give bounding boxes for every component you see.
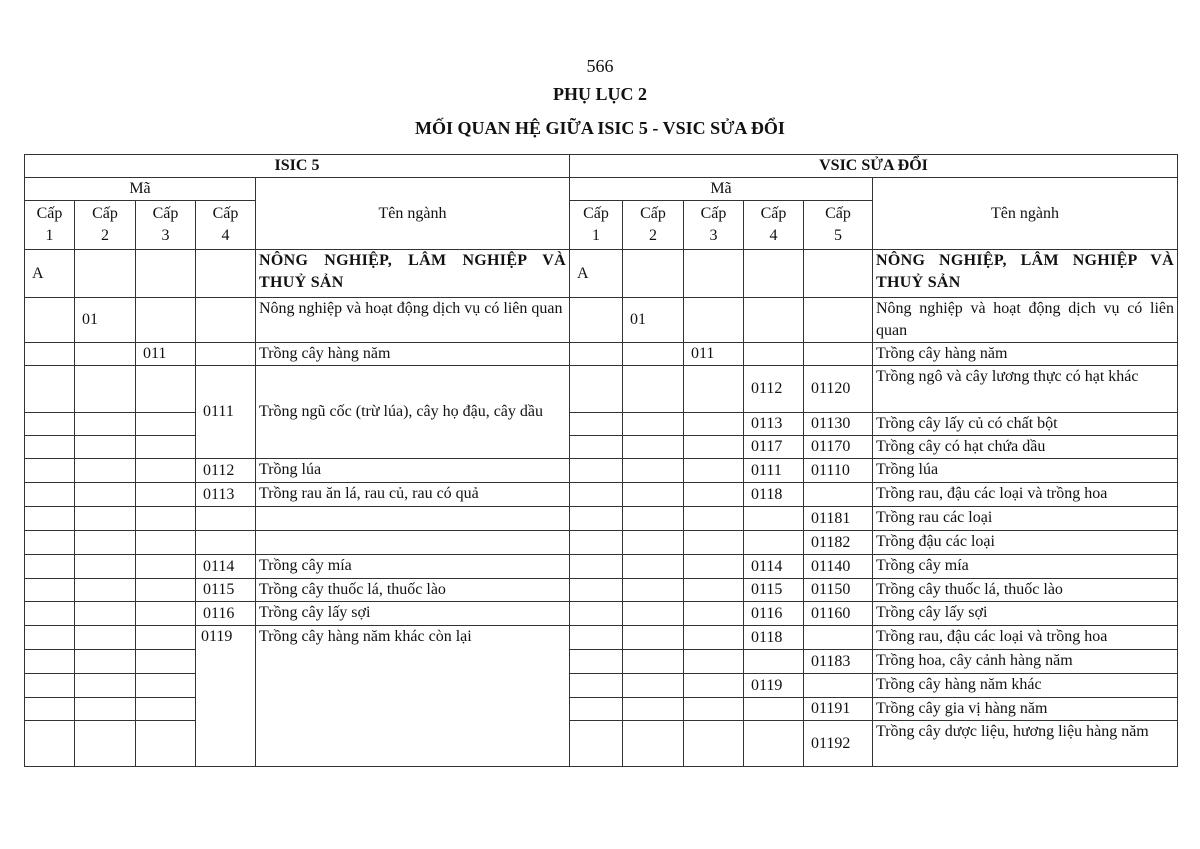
vsic-level3-cell xyxy=(683,697,744,721)
isic-industry-name-text: Trồng lúa xyxy=(259,461,322,478)
isic-level1-cell xyxy=(24,342,75,366)
vsic-level5-cell xyxy=(803,649,873,674)
isic-level3-cell xyxy=(135,697,196,721)
vsic-level5-cell-text: 01110 xyxy=(811,461,850,479)
vsic-level5-cell xyxy=(803,697,873,721)
isic-level3-cell xyxy=(135,649,196,674)
vsic-level-header-4 xyxy=(743,200,804,250)
isic-level4-cell xyxy=(195,554,256,579)
vsic-level3-cell xyxy=(683,673,744,698)
vsic-industry-name xyxy=(872,297,1178,343)
vsic-level5-cell-text: 01150 xyxy=(811,581,851,598)
vsic-level5-cell-text: 01120 xyxy=(811,380,851,397)
vsic-level3-cell xyxy=(683,506,744,531)
vsic-level3-cell xyxy=(683,435,744,459)
isic-level2-cell xyxy=(74,458,136,483)
vsic-level4-cell-text: 0116 xyxy=(751,604,783,622)
vsic-level4-cell xyxy=(743,720,804,767)
vsic-industry-name-text: Trồng ngô và cây lương thực có hạt khác xyxy=(876,368,1139,385)
isic-level1-cell xyxy=(24,625,75,650)
vsic-industry-name-text: Trồng hoa, cây cảnh hàng năm xyxy=(876,652,1073,669)
vsic-industry-name xyxy=(872,435,1178,459)
vsic-level5-cell xyxy=(803,625,873,650)
vsic-name-header xyxy=(872,177,1178,250)
vsic-industry-name-text: Trồng rau các loại xyxy=(876,509,993,526)
isic-level2-cell xyxy=(74,249,136,298)
isic-industry-name xyxy=(255,601,570,626)
vsic-level2-cell xyxy=(622,297,684,343)
vsic-level2-cell xyxy=(622,342,684,366)
vsic-level-number: 4 xyxy=(769,227,778,244)
vsic-industry-name xyxy=(872,506,1178,531)
vsic-level-word: Cấp xyxy=(583,205,609,222)
vsic-industry-name-text: Trồng cây có hạt chứa dầu xyxy=(876,438,1046,455)
vsic-level-word: Cấp xyxy=(760,205,787,222)
isic-industry-name xyxy=(255,578,570,602)
isic-level3-cell xyxy=(135,673,196,698)
document-title: MỐI QUAN HỆ GIỮA ISIC 5 - VSIC SỬA ĐỔI xyxy=(415,118,785,138)
vsic-level4-cell xyxy=(743,458,804,483)
vsic-level3-cell xyxy=(683,297,744,343)
isic-industry-name xyxy=(255,342,570,366)
vsic-name-header-text: Tên ngành xyxy=(991,204,1059,222)
vsic-level1-cell xyxy=(569,601,623,626)
isic-industry-name xyxy=(255,506,570,531)
vsic-level4-cell xyxy=(743,482,804,507)
vsic-level4-cell xyxy=(743,365,804,413)
isic-level2-cell xyxy=(74,342,136,366)
vsic-level5-cell-text: 01191 xyxy=(811,700,851,717)
isic-industry-name xyxy=(255,554,570,579)
vsic-level5-cell xyxy=(803,342,873,366)
isic-level3-cell xyxy=(135,578,196,602)
vsic-level4-cell xyxy=(743,697,804,721)
isic-level1-cell xyxy=(24,482,75,507)
vsic-industry-name-text: Trồng lúa xyxy=(876,461,939,478)
isic-industry-name xyxy=(255,625,570,767)
vsic-industry-name xyxy=(872,554,1178,579)
isic-level2-cell xyxy=(74,601,136,626)
isic-level-word: Cấp xyxy=(212,205,239,222)
isic-level-header-1 xyxy=(24,200,75,250)
isic-level-word: Cấp xyxy=(152,205,179,222)
vsic-industry-name xyxy=(872,625,1178,650)
isic-level3-cell xyxy=(135,720,196,767)
vsic-level2-cell xyxy=(622,554,684,579)
isic-level3-cell xyxy=(135,530,196,555)
vsic-level5-cell xyxy=(803,365,873,413)
vsic-level1-cell xyxy=(569,482,623,507)
vsic-level-header-2 xyxy=(622,200,684,250)
isic-level4-cell xyxy=(195,530,256,555)
vsic-level5-cell-text: 01192 xyxy=(811,734,851,752)
isic-level2-cell xyxy=(74,625,136,650)
isic-level1-cell xyxy=(24,649,75,674)
vsic-industry-name xyxy=(872,530,1178,555)
vsic-industry-name-text: Nông nghiệp và hoạt động dịch vụ có liên quan xyxy=(876,300,1174,339)
isic-level1-cell xyxy=(24,673,75,698)
vsic-level5-cell xyxy=(803,720,873,767)
isic-level3-cell xyxy=(135,601,196,626)
vsic-level2-cell xyxy=(622,578,684,602)
vsic-level2-cell xyxy=(622,720,684,767)
isic-level3-cell xyxy=(135,458,196,483)
isic-industry-name-text: Trồng rau ăn lá, rau củ, rau có quả xyxy=(259,485,479,502)
isic-industry-name xyxy=(255,297,570,343)
vsic-level3-cell xyxy=(683,530,744,555)
isic-level4-cell xyxy=(195,297,256,343)
vsic-level3-cell xyxy=(683,249,744,298)
isic-industry-name-text: NÔNG NGHIỆP, LÂM NGHIỆP VÀ THUỶ SẢN xyxy=(259,252,566,291)
isic-group-header xyxy=(24,154,570,178)
vsic-level4-cell xyxy=(743,530,804,555)
vsic-level-word: Cấp xyxy=(825,205,851,222)
vsic-level1-cell xyxy=(569,506,623,531)
isic-level4-cell-text: 0111 xyxy=(203,403,234,420)
isic-level4-cell-text: 0112 xyxy=(203,461,235,479)
vsic-level5-cell xyxy=(803,297,873,343)
vsic-level1-cell xyxy=(569,435,623,459)
vsic-industry-name-text: Trồng cây hàng năm xyxy=(876,345,1008,362)
vsic-level4-cell xyxy=(743,554,804,579)
vsic-group-header-text: VSIC SỬA ĐỔI xyxy=(819,157,928,174)
isic-level4-cell-text: 0115 xyxy=(203,581,235,598)
isic-level3-cell xyxy=(135,249,196,298)
vsic-level4-cell-text: 0119 xyxy=(751,676,783,694)
isic-industry-name xyxy=(255,458,570,483)
isic-level2-cell xyxy=(74,435,136,459)
vsic-level5-cell xyxy=(803,578,873,602)
vsic-level2-cell-text: 01 xyxy=(630,311,646,328)
vsic-level1-cell xyxy=(569,530,623,555)
isic-level4-cell-text: 0113 xyxy=(203,485,235,503)
page-number: 566 xyxy=(586,56,614,76)
vsic-level3-cell xyxy=(683,649,744,674)
vsic-code-header-text: Mã xyxy=(710,180,732,197)
vsic-level1-cell xyxy=(569,720,623,767)
vsic-level4-cell-text: 0117 xyxy=(751,438,783,455)
vsic-level5-cell-text: 01170 xyxy=(811,438,851,455)
isic-level1-cell xyxy=(24,720,75,767)
isic-level4-cell xyxy=(195,458,256,483)
isic-level1-cell xyxy=(24,601,75,626)
vsic-level5-cell-text: 01181 xyxy=(811,509,851,527)
isic-level1-cell xyxy=(24,297,75,343)
vsic-level5-cell xyxy=(803,249,873,298)
isic-industry-name-text: Nông nghiệp và hoạt động dịch vụ có liên quan xyxy=(259,300,563,317)
isic-level2-cell xyxy=(74,412,136,436)
isic-level4-cell-text: 0119 xyxy=(201,628,233,645)
vsic-level1-cell xyxy=(569,554,623,579)
vsic-industry-name-text: NÔNG NGHIỆP, LÂM NGHIỆP VÀ THUỶ SẢN xyxy=(876,252,1174,291)
vsic-level5-cell-text: 01182 xyxy=(811,533,851,551)
isic-industry-name-text: Trồng cây mía xyxy=(259,557,352,574)
vsic-level-number: 1 xyxy=(592,227,600,244)
vsic-level1-cell xyxy=(569,412,623,436)
isic-level3-cell xyxy=(135,506,196,531)
isic-level3-cell xyxy=(135,482,196,507)
vsic-level5-cell xyxy=(803,673,873,698)
isic-level2-cell xyxy=(74,720,136,767)
isic-level2-cell xyxy=(74,697,136,721)
isic-group-header-text: ISIC 5 xyxy=(274,157,320,174)
isic-level1-cell xyxy=(24,578,75,602)
isic-level-number: 4 xyxy=(221,227,230,244)
appendix-label: PHỤ LỤC 2 xyxy=(553,84,647,104)
isic-level2-cell xyxy=(74,482,136,507)
isic-level3-cell xyxy=(135,297,196,343)
isic-level3-cell xyxy=(135,342,196,366)
isic-level1-cell xyxy=(24,697,75,721)
vsic-industry-name xyxy=(872,720,1178,767)
vsic-level3-cell xyxy=(683,412,744,436)
isic-level4-cell xyxy=(195,249,256,298)
vsic-industry-name-text: Trồng cây lấy sợi xyxy=(876,604,988,621)
isic-level-header-2 xyxy=(74,200,136,250)
isic-level2-cell xyxy=(74,506,136,531)
vsic-level2-cell xyxy=(622,435,684,459)
isic-industry-name xyxy=(255,482,570,507)
vsic-level-number: 3 xyxy=(709,227,718,244)
isic-level1-cell xyxy=(24,249,75,298)
isic-name-header-text: Tên ngành xyxy=(378,204,447,222)
vsic-level4-cell-text: 0113 xyxy=(751,415,783,432)
isic-level1-cell-text: A xyxy=(32,264,44,282)
vsic-level5-cell-text: 01183 xyxy=(811,652,851,670)
vsic-level1-cell xyxy=(569,249,623,298)
isic-industry-name-text: Trồng cây hàng năm xyxy=(259,345,391,362)
vsic-industry-name-text: Trồng cây gia vị hàng năm xyxy=(876,700,1048,717)
isic-industry-name xyxy=(255,249,570,298)
isic-level-number: 2 xyxy=(101,227,109,244)
vsic-industry-name-text: Trồng cây hàng năm khác xyxy=(876,676,1042,693)
isic-level1-cell xyxy=(24,554,75,579)
vsic-level5-cell-text: 01140 xyxy=(811,557,851,575)
vsic-industry-name-text: Trồng rau, đậu các loại và trồng hoa xyxy=(876,485,1108,502)
isic-level1-cell xyxy=(24,506,75,531)
vsic-level3-cell-text: 011 xyxy=(691,345,715,362)
vsic-level1-cell xyxy=(569,365,623,413)
vsic-industry-name xyxy=(872,365,1178,413)
vsic-level3-cell xyxy=(683,720,744,767)
isic-level4-cell xyxy=(195,342,256,366)
vsic-level2-cell xyxy=(622,673,684,698)
isic-level1-cell xyxy=(24,365,75,413)
isic-level-number: 1 xyxy=(45,227,54,244)
vsic-level2-cell xyxy=(622,625,684,650)
vsic-level1-cell xyxy=(569,673,623,698)
vsic-industry-name xyxy=(872,673,1178,698)
vsic-level3-cell xyxy=(683,554,744,579)
vsic-industry-name xyxy=(872,601,1178,626)
vsic-level5-cell-text: 01130 xyxy=(811,415,851,432)
vsic-level3-cell xyxy=(683,601,744,626)
vsic-level4-cell xyxy=(743,249,804,298)
isic-level1-cell xyxy=(24,458,75,483)
vsic-level4-cell xyxy=(743,601,804,626)
isic-level4-cell xyxy=(195,601,256,626)
vsic-level-header-1 xyxy=(569,200,623,250)
isic-level-header-3 xyxy=(135,200,196,250)
vsic-level3-cell xyxy=(683,458,744,483)
vsic-code-header xyxy=(569,177,873,201)
vsic-industry-name-text: Trồng cây mía xyxy=(876,557,969,574)
isic-industry-name xyxy=(255,530,570,555)
isic-name-header xyxy=(255,177,570,250)
vsic-level2-cell xyxy=(622,697,684,721)
vsic-level5-cell xyxy=(803,435,873,459)
vsic-level4-cell-text: 0112 xyxy=(751,380,783,397)
vsic-level2-cell xyxy=(622,365,684,413)
vsic-level3-cell xyxy=(683,342,744,366)
vsic-industry-name xyxy=(872,412,1178,436)
isic-level1-cell xyxy=(24,412,75,436)
vsic-industry-name-text: Trồng cây lấy củ có chất bột xyxy=(876,415,1058,432)
vsic-level5-cell xyxy=(803,458,873,483)
vsic-industry-name xyxy=(872,697,1178,721)
vsic-level5-cell xyxy=(803,530,873,555)
isic-level1-cell xyxy=(24,530,75,555)
vsic-level4-cell xyxy=(743,578,804,602)
isic-level4-cell xyxy=(195,482,256,507)
vsic-level-number: 2 xyxy=(649,227,657,244)
vsic-level5-cell xyxy=(803,601,873,626)
isic-level3-cell xyxy=(135,412,196,436)
isic-level2-cell xyxy=(74,578,136,602)
vsic-level1-cell xyxy=(569,578,623,602)
vsic-level1-cell xyxy=(569,697,623,721)
vsic-level2-cell xyxy=(622,506,684,531)
vsic-industry-name xyxy=(872,649,1178,674)
vsic-level1-cell xyxy=(569,342,623,366)
vsic-level-word: Cấp xyxy=(640,205,666,222)
vsic-level3-cell xyxy=(683,482,744,507)
isic-level1-cell xyxy=(24,435,75,459)
vsic-level5-cell-text: 01160 xyxy=(811,604,851,622)
isic-industry-name-text: Trồng cây thuốc lá, thuốc lào xyxy=(259,581,446,598)
vsic-level4-cell xyxy=(743,506,804,531)
vsic-level-number: 5 xyxy=(834,227,842,244)
vsic-level4-cell-text: 0118 xyxy=(751,485,783,503)
vsic-level4-cell-text: 0115 xyxy=(751,581,783,598)
vsic-level4-cell-text: 0114 xyxy=(751,557,783,575)
vsic-level5-cell xyxy=(803,554,873,579)
isic-level4-cell-text: 0114 xyxy=(203,557,235,575)
vsic-level2-cell xyxy=(622,530,684,555)
isic-level2-cell xyxy=(74,649,136,674)
vsic-level2-cell xyxy=(622,412,684,436)
vsic-level5-cell xyxy=(803,506,873,531)
isic-industry-name-text: Trồng cây lấy sợi xyxy=(259,604,371,621)
isic-level4-cell-text: 0116 xyxy=(203,604,235,622)
vsic-level3-cell xyxy=(683,578,744,602)
vsic-level4-cell xyxy=(743,435,804,459)
vsic-level4-cell xyxy=(743,625,804,650)
isic-level-header-4 xyxy=(195,200,256,250)
vsic-level2-cell xyxy=(622,649,684,674)
isic-level3-cell xyxy=(135,625,196,650)
vsic-level5-cell xyxy=(803,412,873,436)
vsic-level-word: Cấp xyxy=(700,205,727,222)
isic-level2-cell xyxy=(74,554,136,579)
isic-level4-cell xyxy=(195,578,256,602)
isic-level2-cell xyxy=(74,365,136,413)
vsic-level2-cell xyxy=(622,601,684,626)
vsic-level2-cell xyxy=(622,482,684,507)
isic-industry-name xyxy=(255,365,570,459)
vsic-industry-name xyxy=(872,249,1178,298)
vsic-industry-name xyxy=(872,458,1178,483)
isic-level3-cell xyxy=(135,365,196,413)
vsic-industry-name-text: Trồng cây thuốc lá, thuốc lào xyxy=(876,581,1063,598)
vsic-level1-cell xyxy=(569,649,623,674)
vsic-industry-name xyxy=(872,482,1178,507)
vsic-industry-name-text: Trồng cây dược liệu, hương liệu hàng năm xyxy=(876,723,1149,740)
vsic-level2-cell xyxy=(622,249,684,298)
vsic-level1-cell xyxy=(569,458,623,483)
vsic-industry-name xyxy=(872,578,1178,602)
vsic-level3-cell xyxy=(683,365,744,413)
vsic-level4-cell-text: 0118 xyxy=(751,628,783,646)
vsic-industry-name xyxy=(872,342,1178,366)
isic-code-header xyxy=(24,177,256,201)
isic-level4-cell xyxy=(195,365,256,459)
isic-industry-name-text: Trồng cây hàng năm khác còn lại xyxy=(259,628,472,645)
isic-level-number: 3 xyxy=(161,227,170,244)
isic-level2-cell xyxy=(74,673,136,698)
vsic-level4-cell xyxy=(743,297,804,343)
isic-level3-cell-text: 011 xyxy=(143,345,167,362)
isic-level2-cell-text: 01 xyxy=(82,311,98,328)
vsic-level2-cell xyxy=(622,458,684,483)
isic-level2-cell xyxy=(74,297,136,343)
vsic-level4-cell xyxy=(743,673,804,698)
vsic-group-header xyxy=(569,154,1178,178)
vsic-level4-cell xyxy=(743,342,804,366)
vsic-level4-cell xyxy=(743,649,804,674)
isic-level4-cell xyxy=(195,625,256,767)
vsic-level5-cell xyxy=(803,482,873,507)
vsic-level1-cell xyxy=(569,297,623,343)
vsic-level1-cell-text: A xyxy=(577,264,589,282)
vsic-industry-name-text: Trồng đậu các loại xyxy=(876,533,995,550)
vsic-industry-name-text: Trồng rau, đậu các loại và trồng hoa xyxy=(876,628,1108,645)
isic-level2-cell xyxy=(74,530,136,555)
vsic-level-header-5 xyxy=(803,200,873,250)
isic-level4-cell xyxy=(195,506,256,531)
isic-level-word: Cấp xyxy=(92,205,118,222)
isic-level3-cell xyxy=(135,435,196,459)
vsic-level4-cell-text: 0111 xyxy=(751,461,782,479)
isic-industry-name-text: Trồng ngũ cốc (trừ lúa), cây họ đậu, cây dầu xyxy=(259,403,543,420)
isic-code-header-text: Mã xyxy=(129,180,151,197)
vsic-level1-cell xyxy=(569,625,623,650)
vsic-level3-cell xyxy=(683,625,744,650)
isic-level-word: Cấp xyxy=(36,205,63,222)
isic-level3-cell xyxy=(135,554,196,579)
vsic-level-header-3 xyxy=(683,200,744,250)
vsic-level4-cell xyxy=(743,412,804,436)
